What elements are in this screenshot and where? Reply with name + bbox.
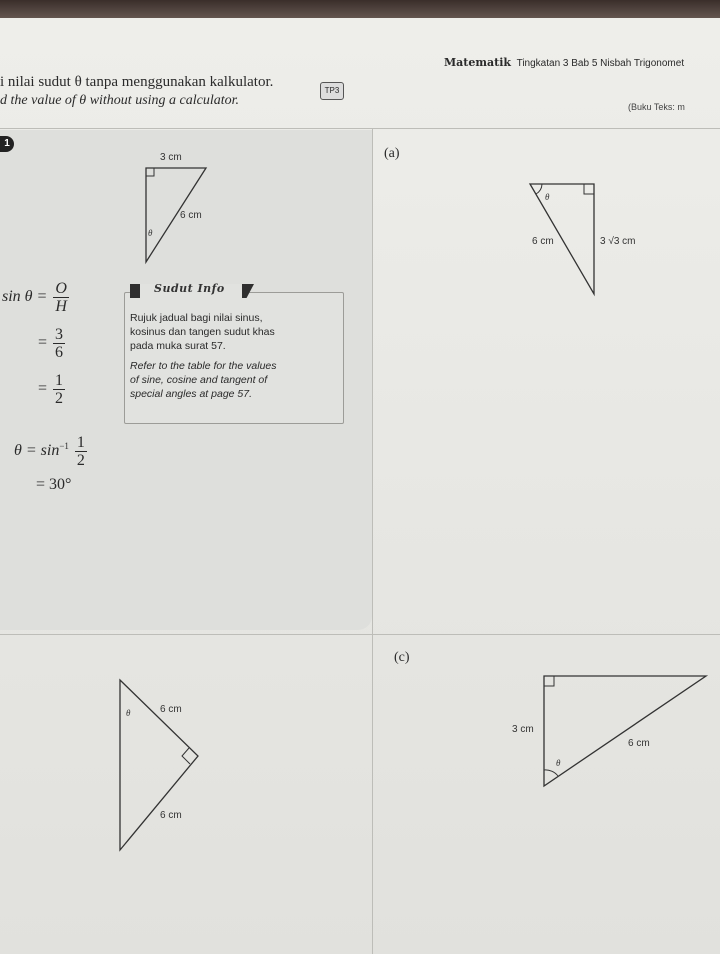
tp-level-badge: TP3 [320,82,344,100]
part-a-angle-arc [536,184,542,194]
example-angle-theta: θ [148,228,153,238]
info-ms-line-3: pada muka surat 57. [130,340,226,352]
part-b-side-hyp: 6 cm [160,704,182,715]
step3-den: 2 [55,390,64,407]
step-substitute: = $\frac{3}{6}$ [38,326,64,361]
step-answer: = 30° [36,476,72,493]
info-en-line-3: special angles at page 57. [130,388,253,400]
step2-num: 3 [55,326,64,343]
part-a-triangle-figure [520,178,650,308]
grid-line-vertical [372,128,373,954]
part-c-side-left: 3 cm [512,724,534,735]
question-malay: i nilai sudut θ tanpa menggunakan kalkulator. [0,74,274,90]
book-reference: (Buku Teks: m [628,102,685,112]
part-b-angle-theta: θ [126,708,131,718]
part-c-triangle-figure [506,670,716,800]
step4-den: 2 [76,452,85,469]
part-c-side-hyp: 6 cm [628,738,650,749]
fraction-o-over-h [53,280,69,315]
part-a-side-left: 6 cm [532,236,554,247]
example-side-hyp: 6 cm [180,210,202,221]
example-side-top: 3 cm [160,152,182,163]
part-a-side-right: 3 √3 cm [600,236,636,247]
part-c-label: (c) [394,650,410,665]
step2-den: 6 [55,344,64,361]
info-en-line-2: of sine, cosine and tangent of [130,374,268,386]
step4-exponent: −1 [59,440,69,451]
info-ms-line-2: kosinus dan tangen sudut khas [130,326,275,338]
part-a-right-angle-mark [584,184,594,194]
part-c-triangle [544,676,706,786]
step4-lhs: θ = sin [14,442,60,460]
example-triangle-figure [130,140,220,270]
info-en-line-1: Refer to the table for the values [130,360,277,372]
part-b-triangle [120,680,198,850]
step-inverse-sine [14,434,89,469]
step-sine-ratio [2,280,71,315]
page-header [444,56,684,69]
info-box-title: Sudut Info [154,282,225,295]
part-b-side-bottom: 6 cm [160,810,182,821]
step4-num: 1 [76,434,85,451]
step-simplify: = $\frac{1}{2}$ [38,372,64,407]
fraction-1-over-2-inverse [75,434,87,469]
part-c-right-angle-mark [544,676,554,686]
subject-label: Matematik [444,56,512,69]
question-english: d the value of θ without using a calculator. [0,93,240,108]
part-c-angle-theta: θ [556,758,561,768]
fraction-3-over-6 [53,326,65,361]
info-ms-line-1: Rujuk jadual bagi nilai sinus, [130,312,263,324]
grid-line-middle [0,634,720,635]
fraction-1-over-2 [53,372,65,407]
example-number: 1 [0,136,14,152]
step1-den: H [55,298,67,315]
part-a-angle-theta: θ [545,192,550,202]
grid-line-top [0,128,720,129]
part-c-angle-arc [544,770,558,776]
step1-num: O [55,280,67,297]
part-b-right-angle-mark [182,748,190,764]
part-b-triangle-figure [112,672,232,862]
step1-lhs: sin θ = [2,288,48,306]
chapter-label: Tingkatan 3 Bab 5 Nisbah Trigonomet [516,58,685,69]
step3-num: 1 [55,372,64,389]
part-a-label: (a) [384,146,400,161]
right-angle-mark [146,168,154,176]
